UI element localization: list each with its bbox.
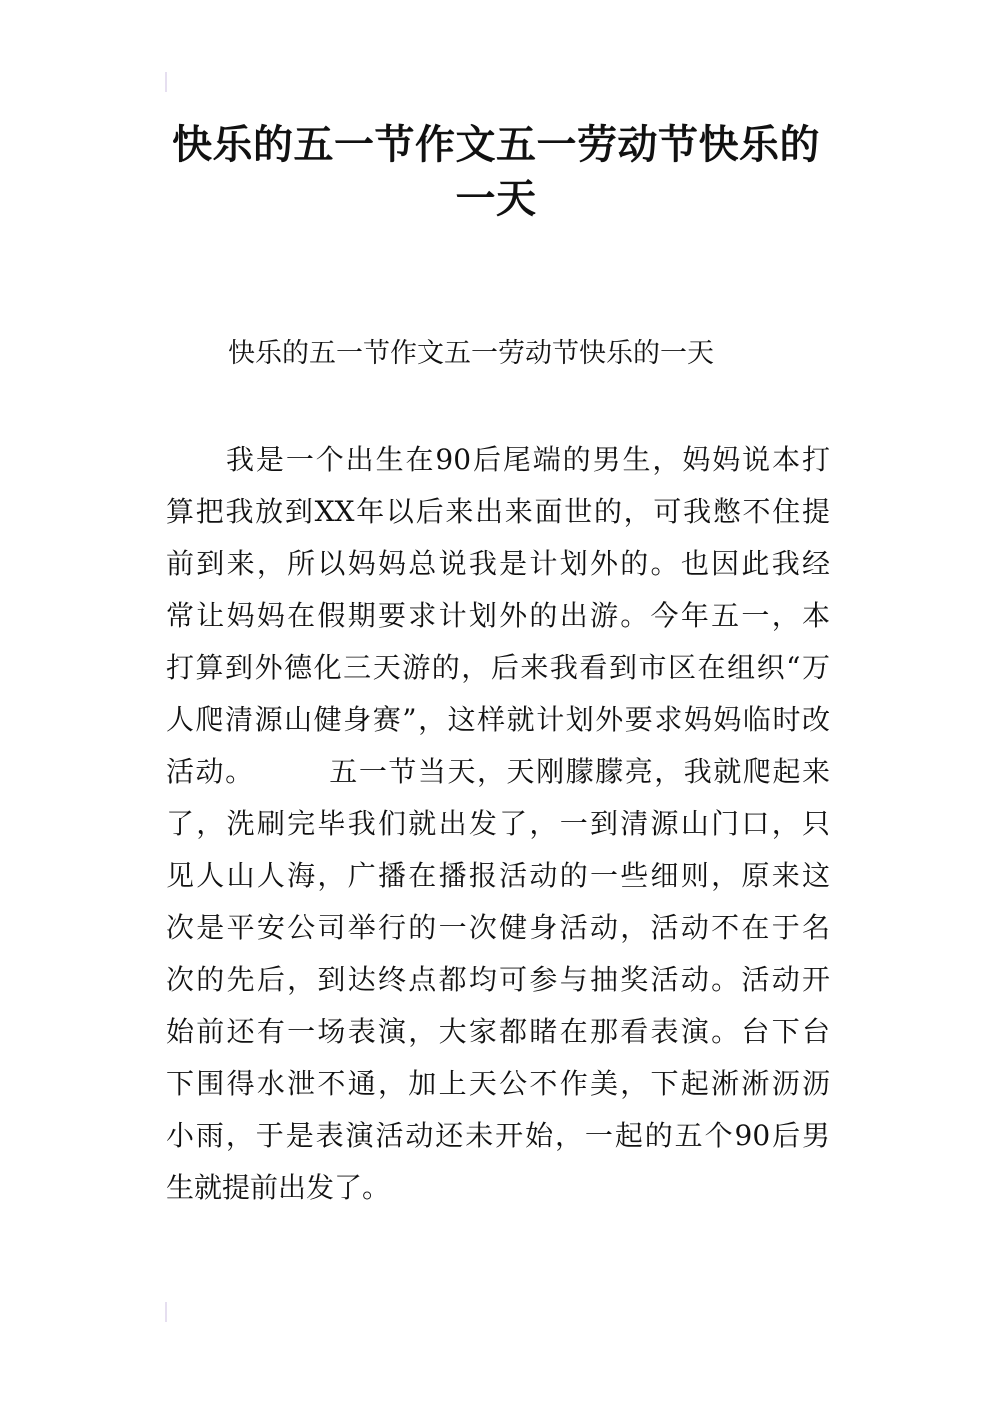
document-title <box>150 118 842 226</box>
body-line: 小雨，于是表演活动还未开始，一起的五个90后男 <box>166 1119 830 1152</box>
body-line: 生就提前出发了。 <box>166 1171 391 1204</box>
body-line: 算把我放到XX年以后来出来面世的，可我憋不住提 <box>166 495 830 528</box>
body-line: 打算到外德化三天游的，后来我看到市区在组织“万 <box>166 651 830 684</box>
page-corner-mark-top <box>165 72 167 92</box>
body-paragraph <box>166 434 830 1214</box>
body-line: 常让妈妈在假期要求计划外的出游。今年五一，本 <box>166 599 830 632</box>
body-line: 我是一个出生在90后尾端的男生，妈妈说本打 <box>226 443 830 476</box>
page-corner-mark-bottom <box>165 1302 167 1322</box>
body-line: 始前还有一场表演，大家都睹在那看表演。台下台 <box>166 1015 830 1048</box>
title-line-1: 快乐的五一节作文五一劳动节快乐的 <box>172 122 820 168</box>
body-line: 次的先后，到达终点都均可参与抽奖活动。活动开 <box>166 963 830 996</box>
document-subtitle: 快乐的五一节作文五一劳动节快乐的一天 <box>228 338 714 369</box>
body-line: 见人山人海，广播在播报活动的一些细则，原来这 <box>166 859 830 892</box>
body-line: 人爬清源山健身赛”，这样就计划外要求妈妈临时改 <box>166 703 830 736</box>
title-line-2: 一天 <box>455 176 537 222</box>
body-line: 了，洗刷完毕我们就出发了，一到清源山门口，只 <box>166 807 830 840</box>
body-line: 下围得水泄不通，加上天公不作美，下起淅淅沥沥 <box>166 1067 830 1100</box>
body-line: 前到来，所以妈妈总说我是计划外的。也因此我经 <box>166 547 830 580</box>
body-line: 活动。 五一节当天，天刚朦朦亮，我就爬起来 <box>166 755 830 788</box>
body-line: 次是平安公司举行的一次健身活动，活动不在于名 <box>166 911 830 944</box>
